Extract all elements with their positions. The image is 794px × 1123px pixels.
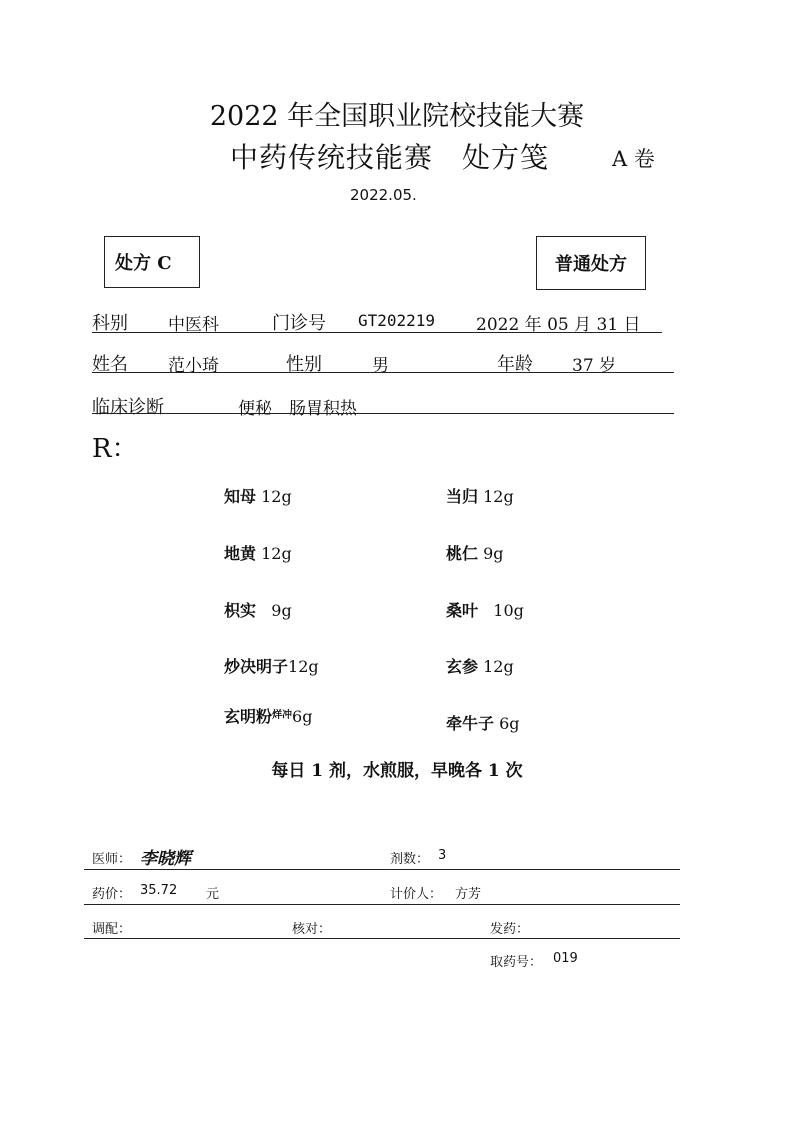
herb-dose: 6g	[292, 707, 313, 726]
dept-value: 中医科	[168, 315, 219, 335]
doctor-signature: 李晓辉	[140, 849, 191, 869]
age-label: 年龄	[497, 354, 533, 375]
sex-value: 男	[372, 356, 389, 376]
herb-dose: 12g	[483, 487, 514, 506]
sex-label: 性别	[286, 354, 322, 375]
prescription-type: 普通处方	[555, 254, 627, 275]
herb-item	[446, 484, 514, 507]
dispense-label: 调配：	[92, 922, 132, 937]
herb-name: 玄明粉	[224, 707, 273, 726]
herb-dose: 12g	[261, 487, 292, 506]
herb-item	[224, 541, 292, 564]
name-value: 范小琦	[168, 356, 219, 376]
visit-date: 2022 年 05 月 31 日	[476, 315, 641, 335]
prescription-code: 处方 C	[115, 253, 172, 274]
herb-item	[224, 598, 292, 621]
herb-item	[446, 598, 524, 621]
herb-name: 枳实	[224, 601, 257, 620]
dept-label: 科别	[92, 313, 128, 334]
herb-item	[446, 654, 514, 677]
herb-dose: 12g	[288, 657, 319, 676]
herb-item	[224, 654, 319, 677]
prescription-type-box	[536, 236, 646, 290]
diagnosis-label: 临床诊断	[92, 397, 164, 418]
prescription-code-box	[104, 236, 200, 288]
footer-divider	[84, 904, 680, 905]
herb-note: 烊冲	[272, 710, 293, 721]
diagnosis-value: 便秘 肠胃积热	[238, 399, 357, 419]
name-label: 姓名	[92, 354, 128, 375]
herb-name: 桃仁	[446, 544, 479, 563]
pricer-label: 计价人：	[390, 887, 443, 902]
price-unit: 元	[206, 887, 220, 902]
age-value: 37 岁	[572, 356, 617, 376]
footer-divider	[84, 938, 680, 939]
usage-instructions: 每日 1 剂，水煎服，早晚各 1 次	[271, 761, 523, 781]
doses-label: 剂数：	[390, 852, 430, 867]
pickup-label: 取药号：	[490, 955, 543, 970]
paper-version: A 卷	[612, 147, 655, 171]
header-date: 2022.05.	[350, 186, 417, 204]
herb-item	[446, 711, 520, 734]
herb-name: 炒决明子	[224, 657, 289, 676]
herb-item	[224, 484, 292, 507]
issue-label: 发药：	[490, 922, 530, 937]
herb-dose: 12g	[483, 657, 514, 676]
herb-item	[446, 541, 504, 564]
herb-name: 牵牛子	[446, 714, 495, 733]
doses-value: 3	[438, 848, 447, 863]
herb-name: 当归	[446, 487, 479, 506]
herb-dose: 12g	[261, 544, 292, 563]
price-value: 35.72	[140, 883, 178, 898]
footer-divider	[84, 869, 680, 870]
herb-dose: 6g	[499, 714, 520, 733]
herb-name: 玄参	[446, 657, 479, 676]
check-label: 核对：	[292, 922, 332, 937]
price-label: 药价：	[92, 887, 132, 902]
row-underline	[92, 413, 674, 414]
herb-dose: 9g	[483, 544, 504, 563]
pricer-value: 方芳	[455, 887, 482, 902]
clinic-no-label: 门诊号	[272, 313, 326, 334]
rx-symbol: R：	[92, 434, 138, 464]
row-underline	[92, 332, 662, 333]
herb-name: 知母	[224, 487, 257, 506]
herb-name: 地黄	[224, 544, 257, 563]
row-underline	[92, 372, 674, 373]
herb-name: 桑叶	[446, 601, 479, 620]
pickup-number: 019	[553, 951, 578, 966]
herb-dose: 10g	[493, 601, 524, 620]
herb-dose: 9g	[271, 601, 292, 620]
herb-item	[224, 704, 312, 727]
title-prescription: 中药传统技能赛 处方笺	[230, 141, 550, 174]
doctor-label: 医师：	[92, 852, 132, 867]
title-competition: 2022 年全国职业院校技能大赛	[209, 101, 585, 132]
clinic-no-value: GT202219	[358, 311, 436, 330]
